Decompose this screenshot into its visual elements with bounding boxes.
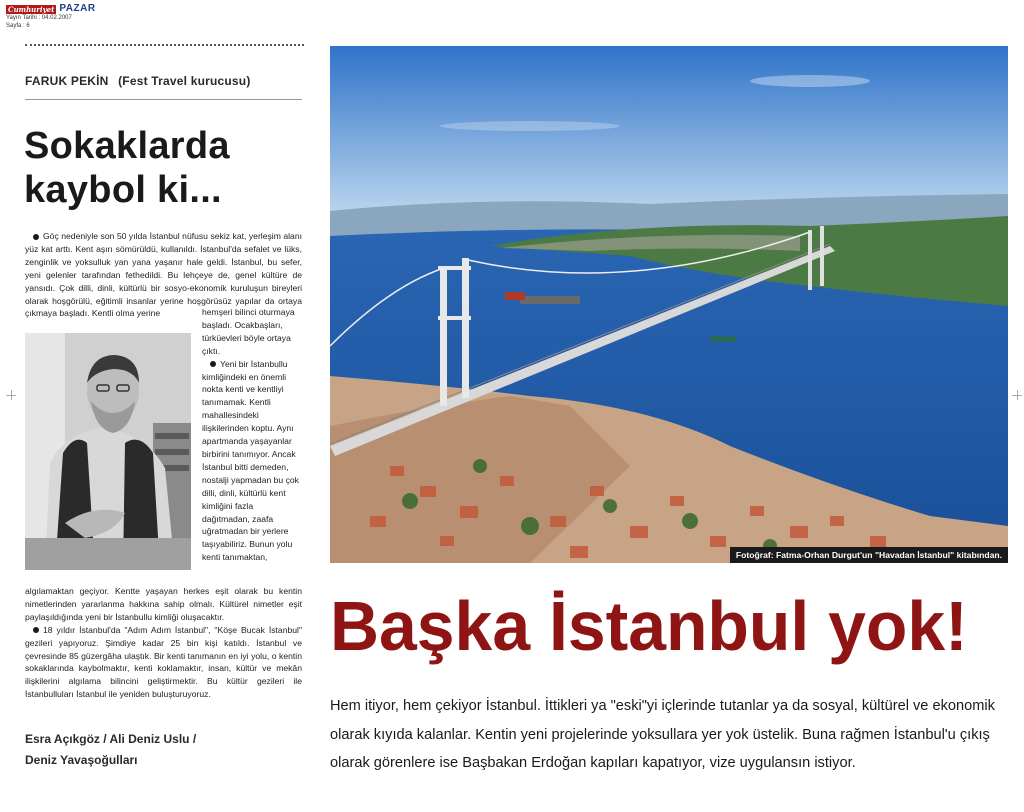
page-number: Sayfa : 6 [6, 23, 30, 29]
photo-caption: Fotoğraf: Fatma-Orhan Durgut'un "Havadan İstanbul" kitabından. [730, 547, 1008, 563]
author-name: FARUK PEKİN [25, 74, 109, 88]
author-portrait [25, 333, 191, 570]
dotted-divider [25, 44, 304, 46]
section-logo: PAZAR [59, 3, 96, 14]
bullet-icon [210, 361, 216, 367]
paragraph-text: hemşeri bilinci oturmaya başladı. Ocakbaşları, türküevleri böyle ortaya çıktı. [202, 307, 295, 356]
photo-credits [25, 729, 235, 771]
masthead [6, 4, 96, 30]
author-byline [25, 74, 251, 88]
registration-mark [6, 390, 16, 400]
bullet-icon [33, 627, 39, 633]
paragraph-text: 18 yıldır İstanbul'da "Adım Adım İstanbul", "Köşe Bucak İstanbul" gezileri yapıyoruz. Şimdiye kadar 25 bin kişi katıldı. İstanbul ve çevresinde 85 güzergâha ulaştık. Bir kenti tanımanın en iyi yolu, o kentin sokaklarında kaybolmaktır, kenti koklamaktır, insan, kültür ve mekân ilişkilerini algılama bilincini geliştirmektir. Bu kültür gezileri ile İstanbulluları İstanbul ile yeniden buluşturuyoruz. [25, 624, 302, 700]
feature-lead: Hem itiyor, hem çekiyor İstanbul. İttikleri ya "eski"yi içlerinde tutanlar ya da sosyal, kültürel ve ekonomik olarak kıyıda kalanlar. Kentin yeni projelerinde yoksullara yer yok üstelik. Buna rağmen İstanbul'u çıkış olarak görenlere ise Başbakan Erdoğan kapıları kapatıyor, vize uygulansın istiyor. [330, 698, 995, 771]
paragraph-text: Yeni bir İstanbullu kimliğindeki en önemli nokta kenti ve kentliyi tanımamak. Kentli mahallesindeki ilişkilerinden koptu. Aynı apartmanda yaşayanlar birbirini tanımıyor. Ancak İstanbul bitti demeden, nostalji yapmadan bu çok dilli, dinli, kültürlü kent kimliğini fazla dağıtmadan, zaafa uğratmadan bir yerlere taşıyabiliriz. Bunun yolu kenti tanımaktan, [202, 358, 299, 563]
byline-rule [25, 99, 302, 100]
masthead-logo [6, 4, 96, 14]
registration-mark [1012, 390, 1022, 400]
bosphorus-photo [330, 46, 1008, 563]
credits-line: Deniz Yavaşoğulları [25, 753, 138, 767]
headline-line: Sokaklarda [24, 125, 230, 167]
paragraph-text: Göç nedeniyle son 50 yılda İstanbul nüfusu sekiz kat, yerleşim alanı yüz kat arttı. Kent aşırı sömürüldü, kullanıldı. İstanbul'da sefalet ve lüks, zenginlik ve yoksulluk yan yana yaşanır hale geldi. İstanbul, bu sefer, yeni gelenler tarafından fethedildi. Bu lehçeye de, genel kültüre de yansıdı. Çok dilli, dinli, kültürlü bir sosyo-ekonomik kuruluşun bireyleri olarak hoşgörülü, eğitimli insanlar yerine hoşgörüsüz yapılar da ortaya çıkmaya başladı. Kentli olma yerine [25, 231, 302, 319]
feature-title: Başka İstanbul yok! [330, 587, 968, 665]
article-narrow-column [202, 306, 302, 564]
author-role: (Fest Travel kurucusu) [118, 74, 251, 88]
headline-line: kaybol ki... [24, 169, 222, 211]
publish-date: Yayın Tarihi : 04.02.2007 [6, 15, 72, 21]
credits-line: Esra Açıkgöz / Ali Deniz Uslu / [25, 732, 197, 746]
paper-logo: Cumhuriyet [8, 4, 55, 14]
paragraph-text: algılamaktan geçiyor. Kentte yaşayan herkes eşit olarak bu kentin nimetlerinden yararlanma hakkına sahip olmalı. Kültürel nimetler eşit paylaşıldığında yeni bir İstanbullu kimliği oluşacaktır. [25, 586, 302, 622]
article-headline [24, 124, 314, 212]
bullet-icon [33, 234, 39, 240]
article-bottom-column [25, 585, 302, 701]
